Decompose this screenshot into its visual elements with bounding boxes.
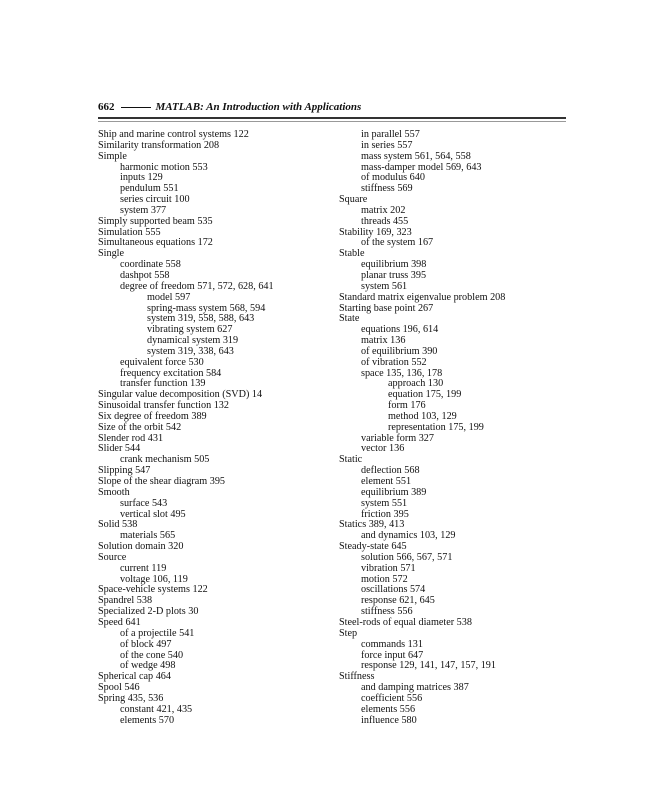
index-subentry: equilibrium 398 (361, 259, 427, 271)
index-entry: Ship and marine control systems 122 (98, 129, 249, 140)
index-subentry: series circuit 100 (120, 194, 190, 206)
index-subentry: planar truss 395 (361, 269, 427, 281)
index-entry: Statics 389, 413 (339, 519, 405, 531)
index-entry: Speed 641 (98, 616, 141, 628)
index-subentry: equivalent force 530 (120, 356, 204, 368)
index-subentry: equilibrium 389 (361, 486, 427, 498)
index-entry: Solid 538 (98, 519, 138, 531)
index-entry: Square (339, 194, 368, 206)
index-entry: Starting base point 267 (339, 302, 434, 314)
index-entry: Space-vehicle systems 122 (98, 584, 208, 596)
index-subentry: in parallel 557 (361, 129, 420, 140)
index-subentry: constant 421, 435 (120, 703, 193, 715)
index-subentry: crank mechanism 505 (120, 454, 210, 466)
index-entry: Slider 544 (98, 443, 141, 455)
index-subentry: form 176 (388, 400, 426, 412)
index-subentry: oscillations 574 (361, 584, 426, 596)
index-entry: Simultaneous equations 172 (98, 237, 213, 249)
index-entry: State (339, 313, 360, 325)
index-subentry: representation 175, 199 (388, 421, 484, 433)
index-entry: Spherical cap 464 (98, 671, 171, 683)
index-entry: Similarity transformation 208 (98, 139, 220, 151)
index-subentry: degree of freedom 571, 572, 628, 641 (120, 280, 274, 292)
index-subentry: system 377 (120, 204, 167, 216)
index-subentry: elements 570 (120, 714, 175, 726)
page-number: 662 (98, 101, 115, 113)
index-subentry: system 319, 338, 643 (147, 345, 234, 357)
index-subentry: vibrating system 627 (147, 324, 233, 336)
index-entry: Standard matrix eigenvalue problem 208 (339, 291, 506, 303)
index-subentry: stiffness 556 (361, 606, 413, 618)
index-subentry: space 135, 136, 178 (361, 367, 443, 379)
index-subentry: motion 572 (361, 573, 408, 585)
index-entry: Spandrel 538 (98, 595, 153, 607)
index-entry: Step (339, 627, 358, 639)
index-subentry: vibration 571 (361, 562, 416, 574)
index-subentry: mass system 561, 564, 558 (361, 150, 471, 162)
index-subentry: equations 196, 614 (361, 324, 439, 336)
index-entry: Stiffness (339, 671, 375, 683)
index-entry: Spool 546 (98, 682, 140, 694)
index-entry: Sinusoidal transfer function 132 (98, 400, 229, 412)
header-rule-thin (98, 121, 566, 122)
index-entry: Specialized 2-D plots 30 (98, 606, 199, 618)
index-subentry: solution 566, 567, 571 (361, 551, 453, 563)
index-subentry: in series 557 (361, 139, 413, 151)
index-subentry: current 119 (120, 562, 167, 574)
index-entry: Simulation 555 (98, 226, 161, 238)
header-rule (98, 117, 566, 119)
index-subentry: stiffness 569 (361, 183, 413, 195)
index-entry: Single (98, 248, 125, 260)
index-entry: Steel-rods of equal diameter 538 (339, 616, 472, 628)
index-entry: Singular value decomposition (SVD) 14 (98, 389, 263, 401)
header-dash (121, 107, 151, 108)
index-subentry: coefficient 556 (361, 692, 423, 704)
index-subentry: of vibration 552 (361, 356, 427, 368)
index-subentry: deflection 568 (361, 465, 420, 477)
index-entry: Size of the orbit 542 (98, 421, 182, 433)
index-entry: Simple (98, 150, 127, 162)
index-subentry: approach 130 (388, 378, 444, 390)
index-subentry: of modulus 640 (361, 172, 425, 184)
index-column-right (339, 130, 569, 726)
index-subentry: threads 455 (361, 215, 409, 227)
index-subentry: system 551 (361, 497, 408, 509)
index-entry: Stability 169, 323 (339, 226, 412, 238)
index-subentry: response 621, 645 (361, 595, 435, 607)
index-subentry: and dynamics 103, 129 (361, 530, 456, 542)
index-subentry: force input 647 (361, 649, 424, 661)
index-subentry: of the system 167 (361, 237, 434, 249)
index-subentry: vertical slot 495 (120, 508, 186, 520)
index-subentry: variable form 327 (361, 432, 434, 444)
index-subentry: commands 131 (361, 638, 423, 650)
index-entry: Slender rod 431 (98, 432, 164, 444)
index-subentry: method 103, 129 (388, 410, 457, 422)
index-entry: Stable (339, 248, 365, 260)
index-subentry: pendulum 551 (120, 183, 179, 195)
index-subentry: matrix 202 (361, 204, 406, 216)
index-subentry: harmonic motion 553 (120, 161, 208, 173)
index-subentry: of a projectile 541 (120, 627, 195, 639)
index-subentry: matrix 136 (361, 335, 406, 347)
index-subentry: response 129, 141, 147, 157, 191 (361, 660, 496, 672)
index-column-left (98, 130, 338, 726)
running-header (98, 101, 566, 113)
index-subentry: influence 580 (361, 714, 417, 726)
index-entry: Source (98, 551, 127, 563)
index-subentry: and damping matrices 387 (361, 682, 469, 694)
index-entry: Slipping 547 (98, 465, 151, 477)
index-subentry: element 551 (361, 476, 412, 487)
book-title: MATLAB: An Introduction with Applications (155, 101, 362, 113)
index-entry: Spring 435, 536 (98, 692, 164, 704)
index-subentry: vector 136 (361, 443, 405, 455)
index-entry: Six degree of freedom 389 (98, 410, 207, 422)
index-subentry: frequency excitation 584 (120, 367, 222, 379)
index-subentry: voltage 106, 119 (120, 573, 188, 585)
index-subentry: equation 175, 199 (388, 389, 462, 401)
index-entry: Simply supported beam 535 (98, 215, 213, 227)
index-subentry: spring-mass system 568, 594 (147, 302, 266, 314)
index-entry: Smooth (98, 486, 130, 498)
index-entry: Static (339, 454, 363, 466)
index-subentry: mass-damper model 569, 643 (361, 161, 482, 173)
index-subentry: transfer function 139 (120, 378, 206, 390)
index-subentry: of block 497 (120, 638, 172, 650)
index-subentry: elements 556 (361, 703, 416, 715)
index-subentry: dashpot 558 (120, 269, 170, 281)
index-entry: Slope of the shear diagram 395 (98, 476, 226, 487)
index-subentry: coordinate 558 (120, 259, 181, 271)
index-subentry: inputs 129 (120, 172, 163, 184)
index-subentry: system 561 (361, 280, 408, 292)
index-entry: Solution domain 320 (98, 541, 184, 553)
index-subentry: of equilibrium 390 (361, 345, 438, 357)
index-subentry: dynamical system 319 (147, 335, 239, 347)
index-subentry: friction 395 (361, 508, 409, 520)
index-subentry: of wedge 498 (120, 660, 176, 672)
index-subentry: surface 543 (120, 497, 168, 509)
index-subentry: model 597 (147, 291, 191, 303)
index-subentry: materials 565 (120, 530, 176, 542)
index-subentry: system 319, 558, 588, 643 (147, 313, 255, 325)
index-subentry: of the cone 540 (120, 649, 184, 661)
index-entry: Steady-state 645 (339, 541, 407, 553)
